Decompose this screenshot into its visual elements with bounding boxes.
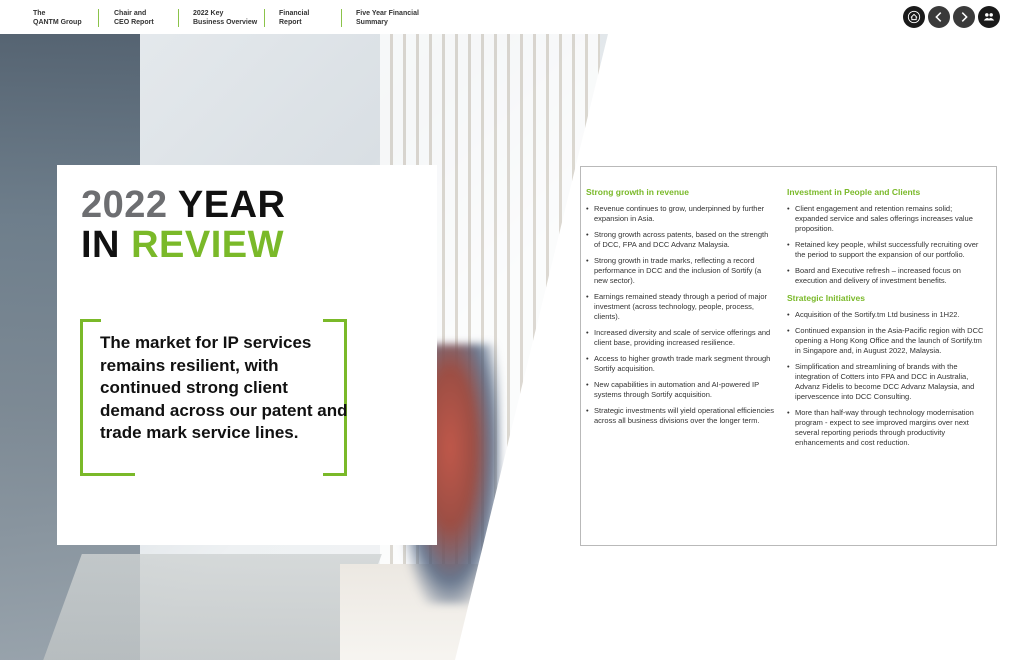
quote-box [80, 319, 347, 476]
section-title-revenue: Strong growth in revenue [586, 187, 689, 197]
list-item: • New capabilities in automation and AI-powered IP systems through Sortify acquisition. [586, 380, 776, 400]
quote-box-gap [135, 473, 323, 476]
chevron-right-icon[interactable] [953, 6, 975, 28]
nav-divider [341, 9, 342, 27]
list-item: • Increased diversity and scale of service offerings and client base, providing increased resilience. [586, 328, 776, 348]
title-year-word: YEAR [167, 184, 286, 226]
nav-icon-group [903, 6, 1000, 28]
list-item: • Access to higher growth trade mark segment through Sortify acquisition. [586, 354, 776, 374]
revenue-bullet-list [586, 204, 776, 426]
summary-box [580, 166, 997, 546]
section-title-strategic: Strategic Initiatives [787, 293, 865, 303]
list-item: • Strategic investments will yield operational efficiencies across all business divisions over the longer term. [586, 406, 776, 426]
nav-label-line2: CEO Report [114, 19, 154, 26]
quote-box-gap [101, 319, 323, 322]
list-item: • Continued expansion in the Asia-Pacific region with DCC opening a Hong Kong Office and the launch of Sortify.tm in Singapore and, in August 2022, Malaysia. [787, 326, 987, 356]
list-item: • Earnings remained steady through a period of major investment (across technology, people, process, clients). [586, 292, 776, 322]
list-item: • Strong growth across patents, based on the strength of DCC, FPA and DCC Advanz Malaysia. [586, 230, 776, 250]
list-item: • More than half-way through technology modernisation program - expect to see improved margins over next several reporting periods through productivity enhancements and cost reduction. [787, 408, 987, 448]
nav-item-chair-ceo-report[interactable] [114, 9, 154, 27]
nav-label-line1: Five Year Financial [356, 10, 419, 17]
nav-divider [264, 9, 265, 27]
people-bullet-list [787, 204, 987, 286]
nav-divider [178, 9, 179, 27]
nav-item-qantm-group[interactable] [33, 9, 82, 27]
home-icon[interactable] [903, 6, 925, 28]
nav-label-line2: Summary [356, 19, 388, 26]
top-navigation [0, 0, 1024, 34]
nav-item-five-year-summary[interactable] [356, 9, 419, 27]
list-item: • Board and Executive refresh – increased focus on execution and delivery of investment benefits. [787, 266, 987, 286]
title-in: IN [81, 224, 132, 266]
title-panel [57, 165, 437, 545]
list-item: • Simplification and streamlining of brands with the integration of Cotters into FPA and DCC in Australia, Advanz Fidelis to become DCC Advanz Malaysia, and ipervescence into DCC Consulting. [787, 362, 987, 402]
nav-label-line2: QANTM Group [33, 19, 82, 26]
pull-quote: The market for IP services remains resilient, with continued strong client demand across our patent and trade mark service lines. [100, 333, 348, 442]
nav-item-key-business-overview[interactable] [193, 9, 257, 27]
title-review: REVIEW [131, 224, 284, 266]
list-item: • Strong growth in trade marks, reflecting a record performance in DCC and the inclusion of Sortify (a new sector). [586, 256, 776, 286]
nav-label-line1: Chair and [114, 10, 147, 17]
photo-desk [38, 554, 382, 660]
page-title [81, 185, 286, 265]
chevron-left-icon[interactable] [928, 6, 950, 28]
nav-item-financial-report[interactable] [279, 9, 309, 27]
title-year: 2022 [81, 184, 168, 226]
nav-label-line1: 2022 Key [193, 10, 224, 17]
section-title-people-clients: Investment in People and Clients [787, 187, 921, 197]
nav-label-line2: Report [279, 19, 302, 26]
list-item: • Client engagement and retention remains solid; expanded service and sales offerings increases value proposition. [787, 204, 987, 234]
list-item: • Retained key people, whilst successfully recruiting over the period to support the expansion of our portfolio. [787, 240, 987, 260]
nav-divider [98, 9, 99, 27]
list-item: • Acquisition of the Sortify.tm Ltd business in 1H22. [787, 310, 987, 320]
left-column [586, 187, 776, 432]
nav-label-line1: The [33, 10, 46, 17]
list-item: • Revenue continues to grow, underpinned by further expansion in Asia. [586, 204, 776, 224]
people-icon[interactable] [978, 6, 1000, 28]
nav-label-line1: Financial [279, 10, 310, 17]
strategic-bullet-list [787, 310, 987, 448]
nav-label-line2: Business Overview [193, 19, 258, 26]
right-column [787, 187, 987, 454]
